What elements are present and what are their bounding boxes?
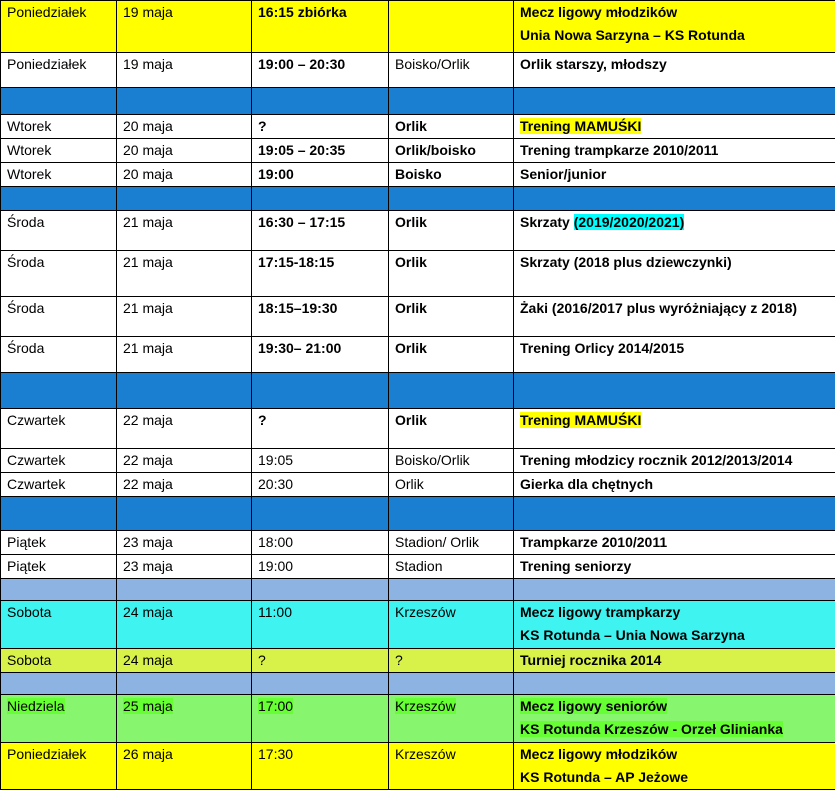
schedule-row (1, 163, 835, 187)
date-cell (117, 297, 252, 337)
day-cell (1, 473, 117, 497)
date-cell-text: 23 maja (123, 534, 173, 550)
day-cell-text: Czwartek (7, 476, 66, 492)
day-cell (1, 695, 117, 743)
separator-cell (514, 373, 835, 409)
event-line (520, 297, 835, 320)
time-cell (252, 139, 389, 163)
place-cell-text: Orlik (395, 340, 427, 356)
day-cell-text: Wtorek (7, 118, 52, 134)
schedule-row (1, 1, 835, 53)
event-cell (514, 601, 835, 649)
day-cell-text: Środa (7, 254, 45, 270)
place-cell (389, 53, 514, 88)
time-cell-text: 18:15–19:30 (258, 300, 338, 316)
event-line (520, 766, 835, 789)
place-cell-text: Stadion (395, 558, 443, 574)
day-cell (1, 601, 117, 649)
schedule-row (1, 743, 835, 790)
event-text: Mecz ligowy seniorów (520, 698, 668, 714)
schedule-row (1, 251, 835, 297)
event-cell (514, 53, 835, 88)
date-cell (117, 115, 252, 139)
event-text: Trening seniorzy (520, 558, 632, 574)
event-cell (514, 695, 835, 743)
time-cell-text: 17:15-18:15 (258, 254, 335, 270)
event-line (520, 473, 835, 496)
time-cell (252, 601, 389, 649)
time-cell-text: 19:00 (258, 558, 294, 574)
time-cell (252, 251, 389, 297)
date-cell (117, 743, 252, 790)
time-cell (252, 555, 389, 579)
date-cell-text: 21 maja (123, 340, 173, 356)
event-line (520, 695, 835, 718)
event-cell (514, 115, 835, 139)
date-cell-text: 22 maja (123, 412, 173, 428)
event-line (520, 24, 835, 47)
date-cell-text: 21 maja (123, 254, 173, 270)
event-text: KS Rotunda Krzeszów - Orzeł Glinianka (520, 721, 783, 737)
day-cell-text: Sobota (7, 604, 52, 620)
time-cell (252, 1, 389, 53)
time-cell (252, 337, 389, 373)
event-text: Orlik starszy, młodszy (520, 56, 667, 72)
day-cell-text: Środa (7, 214, 45, 230)
time-cell-text: 19:00 – 20:30 (258, 56, 346, 72)
date-cell (117, 409, 252, 449)
event-line (520, 743, 835, 766)
day-cell-text: Piątek (7, 534, 46, 550)
day-cell-text: Sobota (7, 652, 52, 668)
place-cell-text: Orlik (395, 476, 424, 492)
event-text: Gierka dla chętnych (520, 476, 654, 492)
place-cell (389, 555, 514, 579)
separator-cell (1, 88, 117, 115)
schedule-row (1, 531, 835, 555)
event-cell (514, 251, 835, 297)
time-cell (252, 743, 389, 790)
separator-cell (389, 579, 514, 601)
day-cell (1, 211, 117, 251)
place-cell-text: Boisko/Orlik (395, 452, 470, 468)
separator-row (1, 579, 835, 601)
separator-row (1, 373, 835, 409)
place-cell (389, 337, 514, 373)
time-cell (252, 409, 389, 449)
day-cell-text: Niedziela (7, 698, 65, 714)
date-cell (117, 211, 252, 251)
date-cell (117, 555, 252, 579)
separator-cell (514, 88, 835, 115)
event-text: Mecz ligowy trampkarzy (520, 604, 681, 620)
separator-row (1, 673, 835, 695)
time-cell-text: ? (258, 118, 267, 134)
separator-cell (117, 373, 252, 409)
separator-cell (1, 579, 117, 601)
place-cell (389, 473, 514, 497)
event-text: Senior/junior (520, 166, 607, 182)
schedule-row (1, 555, 835, 579)
separator-cell (514, 673, 835, 695)
place-cell (389, 211, 514, 251)
event-line (520, 649, 835, 672)
day-cell (1, 251, 117, 297)
separator-cell (514, 579, 835, 601)
date-cell-text: 25 maja (123, 698, 173, 714)
schedule-row (1, 211, 835, 251)
time-cell-text: 18:00 (258, 534, 294, 550)
time-cell-text: 19:30– 21:00 (258, 340, 342, 356)
event-cell (514, 473, 835, 497)
event-line (520, 718, 835, 741)
time-cell (252, 211, 389, 251)
place-cell-text: Orlik (395, 118, 427, 134)
place-cell-text: Boisko/Orlik (395, 56, 470, 72)
schedule-row (1, 139, 835, 163)
date-cell (117, 337, 252, 373)
day-cell (1, 53, 117, 88)
schedule-row (1, 409, 835, 449)
separator-cell (389, 497, 514, 531)
date-cell (117, 473, 252, 497)
separator-cell (1, 187, 117, 211)
place-cell-text: Krzeszów (395, 746, 456, 762)
date-cell-text: 20 maja (123, 142, 173, 158)
day-cell-text: Poniedziałek (7, 746, 87, 762)
date-cell (117, 449, 252, 473)
event-cell (514, 649, 835, 673)
day-cell (1, 337, 117, 373)
separator-cell (514, 187, 835, 211)
event-cell (514, 1, 835, 53)
schedule-row (1, 601, 835, 649)
event-line (520, 211, 835, 234)
event-text: Trening młodzicy rocznik 2012/2013/2014 (520, 452, 793, 468)
event-cell (514, 139, 835, 163)
schedule-body (1, 1, 835, 790)
day-cell-text: Wtorek (7, 166, 52, 182)
place-cell-text: Stadion/ Orlik (395, 534, 480, 550)
date-cell-text: 20 maja (123, 166, 173, 182)
date-cell-text: 19 maja (123, 56, 173, 72)
date-cell (117, 695, 252, 743)
separator-row (1, 187, 835, 211)
day-cell (1, 409, 117, 449)
event-text: Mecz ligowy młodzików (520, 4, 678, 20)
day-cell (1, 449, 117, 473)
time-cell-text: ? (258, 652, 266, 668)
separator-cell (1, 497, 117, 531)
time-cell (252, 531, 389, 555)
separator-cell (252, 88, 389, 115)
date-cell (117, 163, 252, 187)
event-text: Żaki (2016/2017 plus wyróżniający z 2018) (520, 300, 798, 316)
separator-cell (252, 373, 389, 409)
place-cell-text: Orlik (395, 214, 427, 230)
event-cell (514, 211, 835, 251)
separator-cell (389, 373, 514, 409)
time-cell (252, 115, 389, 139)
place-cell-text: Orlik/boisko (395, 142, 476, 158)
date-cell (117, 1, 252, 53)
day-cell (1, 649, 117, 673)
event-cell (514, 743, 835, 790)
date-cell-text: 22 maja (123, 452, 173, 468)
place-cell (389, 649, 514, 673)
event-line (520, 624, 835, 647)
event-line (520, 555, 835, 578)
day-cell (1, 531, 117, 555)
schedule-row (1, 297, 835, 337)
event-text: Skrzaty (520, 214, 574, 230)
time-cell-text: 17:00 (258, 698, 294, 714)
time-cell-text: 17:30 (258, 746, 294, 762)
schedule-row (1, 695, 835, 743)
event-text: KS Rotunda – Unia Nowa Sarzyna (520, 627, 745, 643)
time-cell-text: 11:00 (258, 604, 292, 620)
day-cell (1, 115, 117, 139)
place-cell-text: Krzeszów (395, 698, 456, 714)
event-line (520, 409, 835, 432)
separator-cell (252, 187, 389, 211)
date-cell-text: 21 maja (123, 300, 173, 316)
day-cell-text: Środa (7, 340, 45, 356)
event-cell (514, 555, 835, 579)
event-text: KS Rotunda – AP Jeżowe (520, 769, 689, 785)
time-cell (252, 297, 389, 337)
separator-cell (389, 673, 514, 695)
place-cell-text: Orlik (395, 300, 427, 316)
date-cell-text: 21 maja (123, 214, 173, 230)
date-cell-text: 19 maja (123, 4, 173, 20)
time-cell (252, 649, 389, 673)
time-cell-text: 19:05 – 20:35 (258, 142, 346, 158)
day-cell-text: Środa (7, 300, 45, 316)
event-text: Trampkarze 2010/2011 (520, 534, 668, 550)
separator-cell (117, 673, 252, 695)
day-cell-text: Piątek (7, 558, 46, 574)
date-cell (117, 53, 252, 88)
place-cell (389, 115, 514, 139)
separator-cell (117, 579, 252, 601)
date-cell-text: 24 maja (123, 652, 173, 668)
schedule-row (1, 473, 835, 497)
separator-cell (389, 88, 514, 115)
event-cell (514, 531, 835, 555)
separator-cell (514, 497, 835, 531)
event-cell (514, 449, 835, 473)
time-cell-text: 19:05 (258, 452, 294, 468)
event-text: Trening trampkarze 2010/2011 (520, 142, 719, 158)
event-cell (514, 409, 835, 449)
separator-row (1, 497, 835, 531)
event-text: Trening Orlicy 2014/2015 (520, 340, 685, 356)
day-cell-text: Wtorek (7, 142, 52, 158)
day-cell (1, 297, 117, 337)
place-cell (389, 449, 514, 473)
date-cell (117, 649, 252, 673)
separator-cell (117, 187, 252, 211)
event-cell (514, 297, 835, 337)
event-line (520, 337, 835, 360)
schedule-row (1, 53, 835, 88)
place-cell-text: Krzeszów (395, 604, 456, 620)
separator-cell (252, 673, 389, 695)
event-line (520, 601, 835, 624)
day-cell (1, 743, 117, 790)
time-cell (252, 53, 389, 88)
place-cell (389, 251, 514, 297)
event-text: Trening MAMUŚKI (520, 412, 642, 428)
schedule-row (1, 449, 835, 473)
date-cell-text: 26 maja (123, 746, 173, 762)
day-cell (1, 555, 117, 579)
time-cell-text: 19:00 (258, 166, 294, 182)
event-text: Trening MAMUŚKI (520, 118, 642, 134)
event-line (520, 53, 835, 76)
date-cell-text: 24 maja (123, 604, 173, 620)
schedule-row (1, 115, 835, 139)
event-text: Mecz ligowy młodzików (520, 746, 678, 762)
event-cell (514, 337, 835, 373)
day-cell-text: Poniedziałek (7, 56, 87, 72)
day-cell (1, 1, 117, 53)
event-line (520, 139, 835, 162)
place-cell-text: Orlik (395, 412, 427, 428)
date-cell-text: 20 maja (123, 118, 173, 134)
time-cell-text: 16:30 – 17:15 (258, 214, 346, 230)
place-cell (389, 695, 514, 743)
time-cell-text: 16:15 zbiórka (258, 4, 347, 20)
event-line (520, 163, 835, 186)
time-cell (252, 695, 389, 743)
date-cell (117, 139, 252, 163)
separator-cell (1, 673, 117, 695)
place-cell (389, 743, 514, 790)
schedule-row (1, 337, 835, 373)
place-cell (389, 1, 514, 53)
schedule-row (1, 649, 835, 673)
event-text: Skrzaty (2018 plus dziewczynki) (520, 254, 732, 270)
date-cell-text: 23 maja (123, 558, 173, 574)
place-cell (389, 531, 514, 555)
date-cell-text: 22 maja (123, 476, 173, 492)
time-cell-text: 20:30 (258, 476, 294, 492)
day-cell-text: Czwartek (7, 452, 66, 468)
separator-cell (252, 497, 389, 531)
place-cell (389, 163, 514, 187)
date-cell (117, 251, 252, 297)
separator-cell (117, 497, 252, 531)
day-cell (1, 139, 117, 163)
event-years-highlight: (2019/2020/2021) (573, 214, 685, 230)
date-cell (117, 601, 252, 649)
event-line (520, 1, 835, 24)
event-line (520, 449, 835, 472)
place-cell-text: ? (395, 652, 403, 668)
day-cell-text: Poniedziałek (7, 4, 87, 20)
separator-cell (252, 579, 389, 601)
time-cell (252, 449, 389, 473)
place-cell-text: Orlik (395, 254, 427, 270)
separator-cell (117, 88, 252, 115)
separator-cell (1, 373, 117, 409)
day-cell (1, 163, 117, 187)
place-cell (389, 601, 514, 649)
event-text: Turniej rocznika 2014 (520, 652, 662, 668)
time-cell (252, 473, 389, 497)
event-line (520, 531, 835, 554)
separator-cell (389, 187, 514, 211)
separator-row (1, 88, 835, 115)
place-cell-text: Boisko (395, 166, 442, 182)
day-cell-text: Czwartek (7, 412, 66, 428)
place-cell (389, 409, 514, 449)
time-cell (252, 163, 389, 187)
date-cell (117, 531, 252, 555)
place-cell (389, 297, 514, 337)
event-cell (514, 163, 835, 187)
event-text: Unia Nowa Sarzyna – KS Rotunda (520, 27, 745, 43)
time-cell-text: ? (258, 412, 267, 428)
place-cell (389, 139, 514, 163)
event-line (520, 115, 835, 138)
event-line (520, 251, 835, 274)
